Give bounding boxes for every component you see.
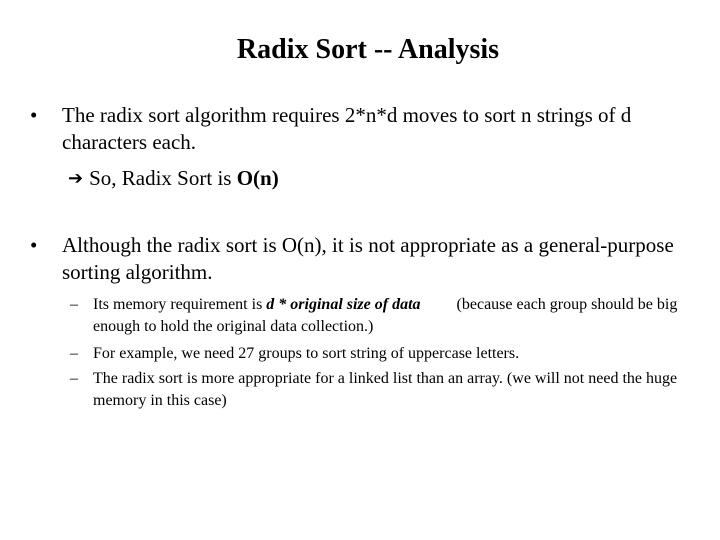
dash-icon: – xyxy=(70,345,78,362)
sub-item-linked-list xyxy=(70,368,700,412)
sub-item-prefix: Its memory requirement is xyxy=(93,296,267,313)
bullet-item-1 xyxy=(30,102,690,156)
right-arrow-icon: ➔ xyxy=(68,168,84,188)
sub-item-text: For example, we need 27 groups to sort string of uppercase letters. xyxy=(93,345,520,362)
bullet-text-2: Although the radix sort is O(n), it is not appropriate as a general-purpose sorting algorithm. xyxy=(62,233,674,284)
conclusion-prefix: So, Radix Sort is xyxy=(89,166,237,190)
conclusion-emphasis: O(n) xyxy=(236,166,279,190)
bullet-text-1: The radix sort algorithm requires 2*n*d moves to sort n strings of d characters each. xyxy=(62,103,632,154)
sub-item-text: The radix sort is more appropriate for a linked list than an array. (we will not need the huge memory in this case) xyxy=(93,370,678,409)
conclusion-line xyxy=(68,165,279,192)
dash-icon: – xyxy=(70,370,78,387)
sub-item-example xyxy=(70,343,700,365)
slide-title: Radix Sort -- Analysis xyxy=(236,34,500,65)
bullet-item-2 xyxy=(30,232,690,286)
sub-item-suffix: (because each group should be big enough to hold the original data collection.) xyxy=(93,296,678,335)
sub-item-memory xyxy=(70,294,700,338)
sub-item-emphasis: d * original size of data xyxy=(266,296,421,313)
bullet-icon: • xyxy=(30,103,38,127)
bullet-icon: • xyxy=(30,233,38,257)
dash-icon: – xyxy=(70,296,78,313)
